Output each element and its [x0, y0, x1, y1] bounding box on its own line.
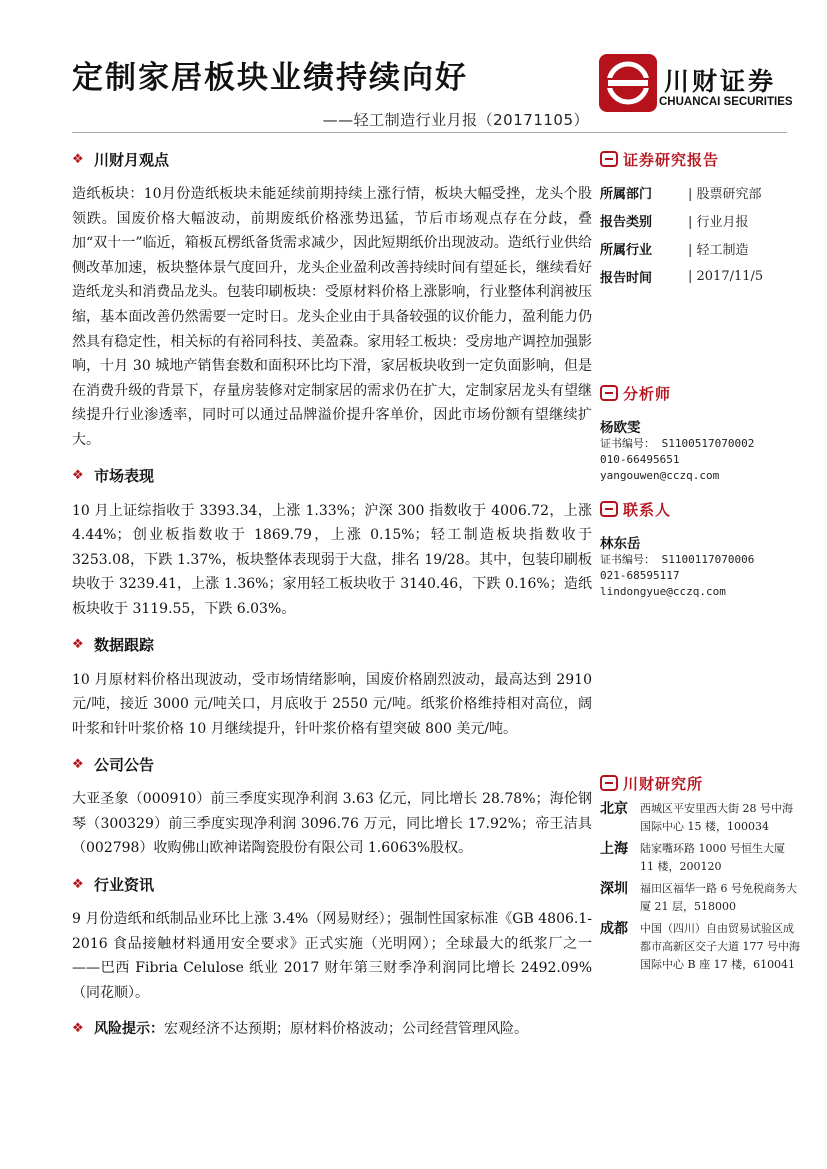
institute-icon: [600, 775, 618, 791]
info-value: | 股票研究部: [688, 186, 762, 202]
sidebar-title: 证券研究报告: [623, 150, 720, 169]
info-label: 报告时间: [600, 270, 653, 286]
section-body-news: 9 月份造纸和纸制品业环比上涨 3.4%（网易财经）；强制性国家标准《GB 4806.1-2016 食品接触材料通用安全要求》正式实施（光明网）；全球最大的纸浆厂之一 ——巴西 Fibria Celulose 纸业 2017 财年第三财季净利润同比增长 2492.09%（同花顺）。: [72, 911, 592, 1001]
contact-email[interactable]: lindongyue@cczq.com: [600, 585, 726, 598]
section-title: 数据跟踪: [94, 636, 155, 654]
sidebar-title: 联系人: [623, 500, 672, 519]
office-city: 成都: [600, 921, 628, 937]
diamond-bullet-icon: ❖: [72, 468, 84, 484]
section-body-market: 10 月上证综指收于 3393.34，上涨 1.33%；沪深 300 指数收于 4006.72，上涨 4.44%；创业板指数收于 1869.79，上涨 0.15%；轻工制造板块指数收于 3253.08，下跌 1.37%，板块整体表现弱于大盘，排名 19/28。其中，包装印刷板块收于 3239.41，上涨 1.36%；家用轻工板块收于 3140.46，下跌 0.16%；造纸板块收于 3119.55，下跌 6.03%。: [72, 502, 592, 617]
section-header-market: [72, 465, 592, 487]
office-address: 陆家嘴环路 1000 号恒生大厦 11 楼，200120: [640, 842, 785, 873]
contact-phone: 021-68595117: [600, 569, 680, 582]
logo-text-en: CHUANCAI SECURITIES: [659, 96, 793, 108]
section-title: 市场表现: [94, 467, 155, 486]
sidebar-title: 川财研究所: [623, 774, 704, 793]
risk-body: 宏观经济不达预期；原材料价格波动；公司经营管理风险。: [164, 1021, 528, 1038]
diamond-bullet-icon: ❖: [72, 151, 84, 167]
sidebar-header-report: [600, 148, 800, 170]
analyst-email[interactable]: yangouwen@cczq.com: [600, 469, 720, 482]
info-value: | 行业月报: [688, 214, 749, 230]
info-label: 报告类别: [600, 214, 653, 230]
section-body-announce: 大亚圣象（000910）前三季度实现净利润 3.63 亿元，同比增长 28.78%；海伦钢琴（300329）前三季度实现净利润 3096.76 万元，同比增长 17.92%；帝王洁具（002798）收购佛山欧神诺陶瓷股份有限公司 1.6063%股权。: [72, 791, 592, 857]
diamond-bullet-icon: ❖: [72, 1021, 84, 1037]
office-chengdu: [600, 920, 800, 974]
report-icon: [600, 151, 618, 167]
office-address: 西城区平安里西大街 28 号中海国际中心 15 楼，100034: [640, 802, 793, 833]
diamond-bullet-icon: ❖: [72, 756, 84, 772]
analyst-name: 杨欧雯: [600, 420, 641, 436]
section-header-view: [72, 148, 592, 170]
header-divider: [72, 132, 787, 133]
sidebar-header-contact: [600, 498, 800, 520]
section-header-data: [72, 634, 592, 656]
info-row-date: [600, 262, 800, 290]
contact-icon: [600, 501, 618, 517]
info-row-department: [600, 178, 800, 206]
office-shenzhen: [600, 880, 800, 916]
section-title: 行业资讯: [94, 875, 155, 894]
report-subtitle: ——轻工制造行业月报（20171105）: [322, 111, 589, 129]
office-address: 福田区福华一路 6 号免税商务大厦 21 层，518000: [640, 882, 797, 913]
analyst-icon: [600, 385, 618, 401]
office-address: 中国（四川）自由贸易试验区成都市高新区交子大道 177 号中海国际中心 B 座 17 楼，610041: [640, 922, 800, 971]
sidebar-title: 分析师: [623, 384, 672, 403]
logo-mark-icon: [599, 54, 657, 112]
section-body-view: 造纸板块：10月份造纸板块未能延续前期持续上涨行情，板块大幅受挫，龙头个股领跌。国废价格大幅波动，前期废纸价格涨势迅猛，节后市场观点存在分歧，叠加“双十一”临近，箱板瓦楞纸备货需求减少，因此短期纸价出现波动。造纸行业供给侧改革加速，板块整体景气度回升，龙头企业盈利改善持续时间有望延长，继续看好造纸龙头和消费品龙头。包装印刷板块：受原材料价格上涨影响，行业整体利润被压缩，基本面改善仍然需要一定时日。龙头企业由于具备较强的议价能力，盈利能力仍然具有稳定性，相关标的有裕同科技、美盈森。家用轻工板块：受房地产调控加强影响，十月 30 城地产销售套数和面积环比均下滑，家居板块收到一定负面影响，但是在消费升级的背景下，存量房装修对定制家居的需求仍在扩大，定制家居龙头有望继续提升行业渗透率，同时可以通过品牌溢价提升客单价，因此市场份额有望继续扩大。: [72, 186, 592, 448]
section-header-announce: [72, 753, 592, 775]
office-city: 北京: [600, 801, 628, 817]
office-shanghai: [600, 840, 800, 876]
section-body-data: 10 月原材料价格出现波动，受市场情绪影响，国废价格剧烈波动，最高达到 2910 元/吨，接近 3000 元/吨关口，月底收于 2550 元/吨。纸浆价格维持相对高位，阔叶浆和针叶浆价格 10 月继续提升，针叶浆价格有望突破 800 美元/吨。: [72, 671, 592, 737]
office-beijing: [600, 800, 800, 836]
sidebar-header-institute: [600, 772, 800, 794]
info-label: 所属部门: [600, 186, 653, 202]
info-value: | 轻工制造: [688, 242, 749, 258]
info-value: | 2017/11/5: [688, 268, 764, 284]
office-city: 上海: [600, 841, 628, 857]
contact-name: 林东岳: [600, 536, 641, 552]
report-title: 定制家居板块业绩持续向好: [72, 60, 468, 96]
risk-warning: [72, 1017, 592, 1041]
office-city: 深圳: [600, 881, 628, 897]
section-title: 公司公告: [94, 755, 155, 774]
analyst-phone: 010-66495651: [600, 453, 680, 466]
info-label: 所属行业: [600, 242, 653, 258]
analyst-cert: 证书编号： S1100517070002: [600, 437, 755, 450]
diamond-bullet-icon: ❖: [72, 876, 84, 892]
section-title: 川财月观点: [94, 150, 170, 169]
sidebar: [600, 148, 800, 978]
section-header-news: [72, 873, 592, 895]
info-row-category: [600, 206, 800, 234]
main-content: [72, 148, 592, 1041]
diamond-bullet-icon: ❖: [72, 637, 84, 652]
sidebar-header-analyst: [600, 382, 800, 404]
risk-label: 风险提示：: [94, 1021, 164, 1038]
logo-text-cn: 川财证券: [664, 67, 777, 96]
info-row-industry: [600, 234, 800, 262]
contact-cert: 证书编号： S1100117070006: [600, 553, 755, 566]
company-logo: [599, 54, 799, 114]
